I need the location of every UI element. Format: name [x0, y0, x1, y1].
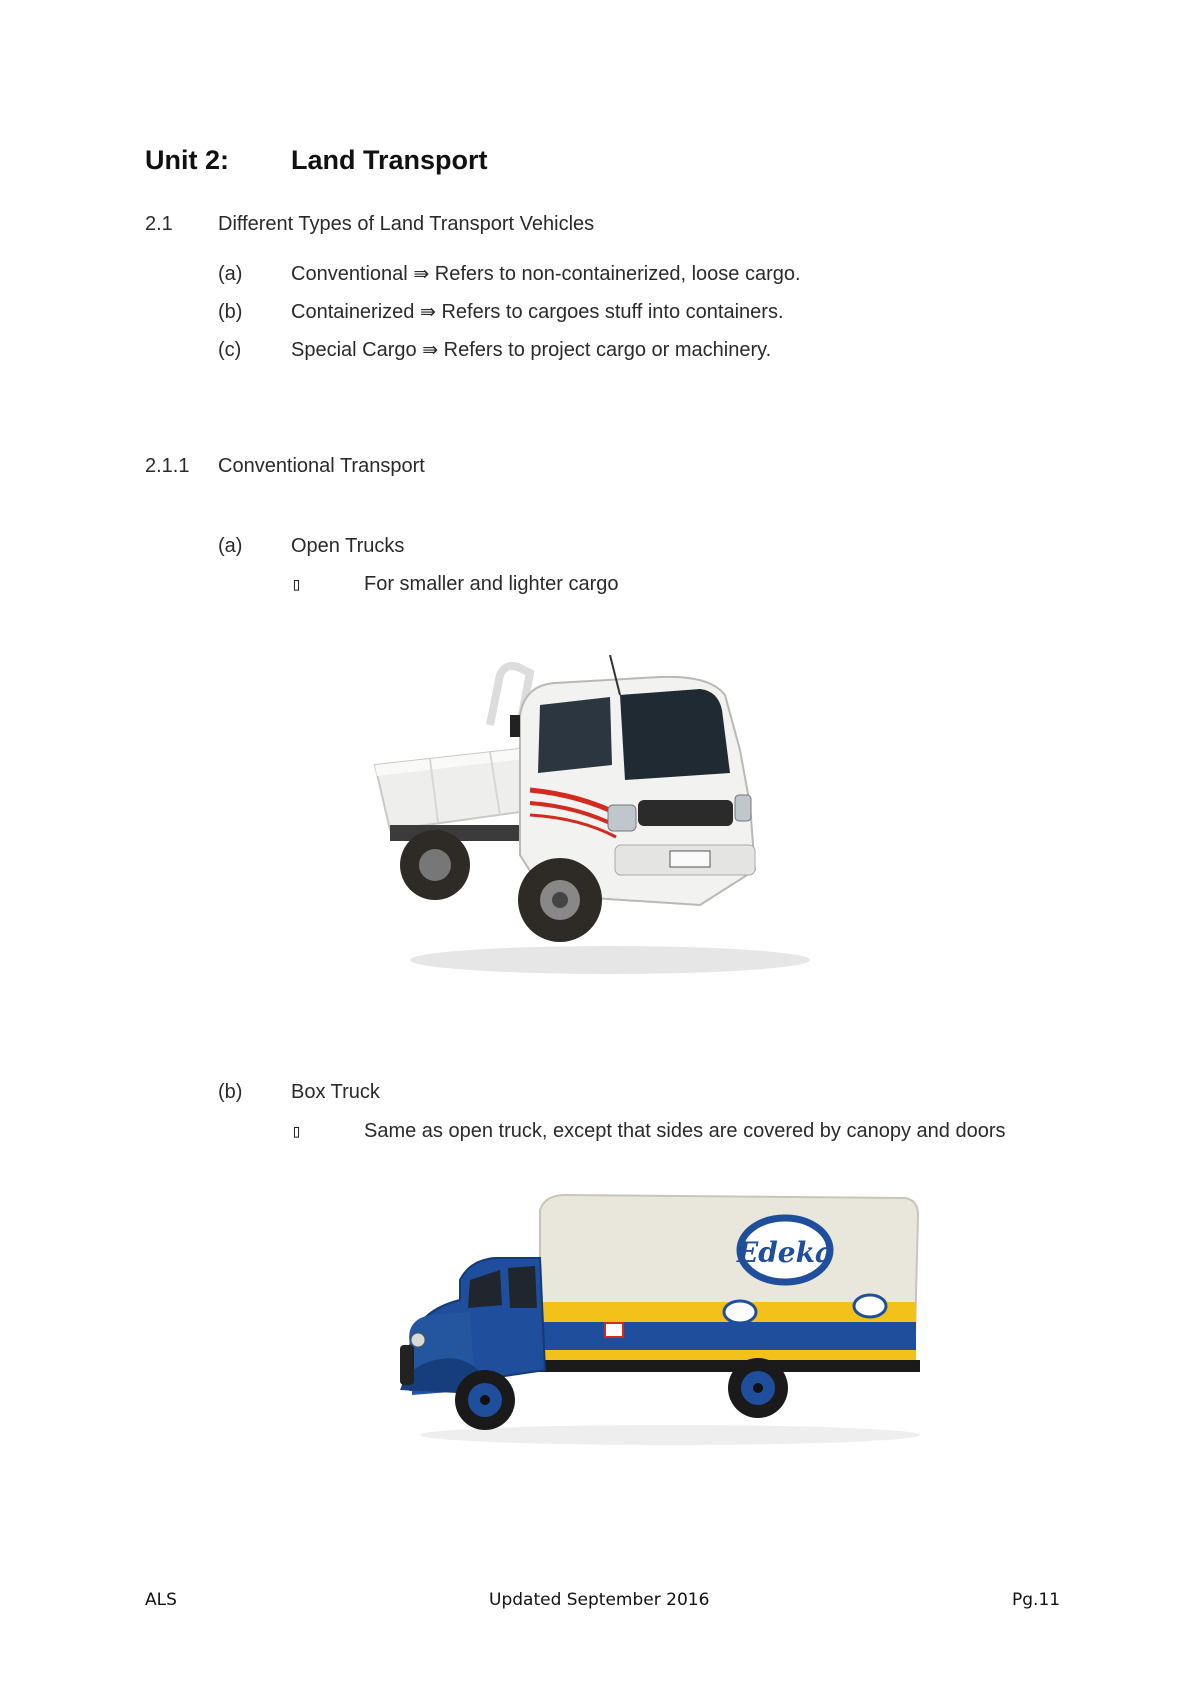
item-desc: Refers to project cargo or machinery.	[443, 339, 772, 361]
box-truck-label: (b)	[218, 1081, 243, 1103]
box-truck-image	[400, 1190, 930, 1455]
box-truck-description: Same as open truck, except that sides are covered by canopy and doors	[364, 1120, 1006, 1142]
open-trucks-label: (a)	[218, 535, 243, 557]
item-term: Containerized	[291, 301, 415, 323]
open-trucks-title: Open Trucks	[291, 535, 405, 557]
item-desc: Refers to cargoes stuff into containers.	[441, 301, 784, 323]
item-term: Conventional	[291, 263, 408, 285]
section-number: 2.1	[145, 213, 173, 235]
page-title: Land Transport	[291, 145, 488, 175]
item-label-b: (b)	[218, 301, 243, 323]
page-number: Pg.11	[1012, 1590, 1061, 1610]
open-truck-image	[370, 655, 820, 985]
bullet-icon: ▯	[291, 574, 302, 595]
open-trucks-description: For smaller and lighter cargo	[364, 573, 619, 595]
item-desc: Refers to non-containerized, loose cargo.	[434, 263, 801, 285]
item-c	[291, 339, 771, 362]
section-title: Different Types of Land Transport Vehicles	[218, 213, 595, 235]
bullet-icon: ▯	[291, 1121, 302, 1142]
item-term: Special Cargo	[291, 339, 417, 361]
item-label-c: (c)	[218, 339, 242, 361]
edeka-logo-text: Edeka	[736, 1236, 834, 1269]
footer-center: Updated September 2016	[489, 1590, 710, 1610]
subsection-number: 2.1.1	[145, 455, 190, 477]
arrow-icon: ⇛	[422, 339, 439, 361]
subsection-title: Conventional Transport	[218, 455, 425, 477]
arrow-icon: ⇛	[413, 263, 430, 285]
item-label-a: (a)	[218, 263, 243, 285]
item-a	[291, 263, 801, 286]
arrow-icon: ⇛	[419, 301, 436, 323]
box-truck-title: Box Truck	[291, 1081, 380, 1103]
unit-number: Unit 2:	[145, 145, 229, 175]
footer-left: ALS	[145, 1590, 177, 1610]
item-b	[291, 301, 784, 324]
